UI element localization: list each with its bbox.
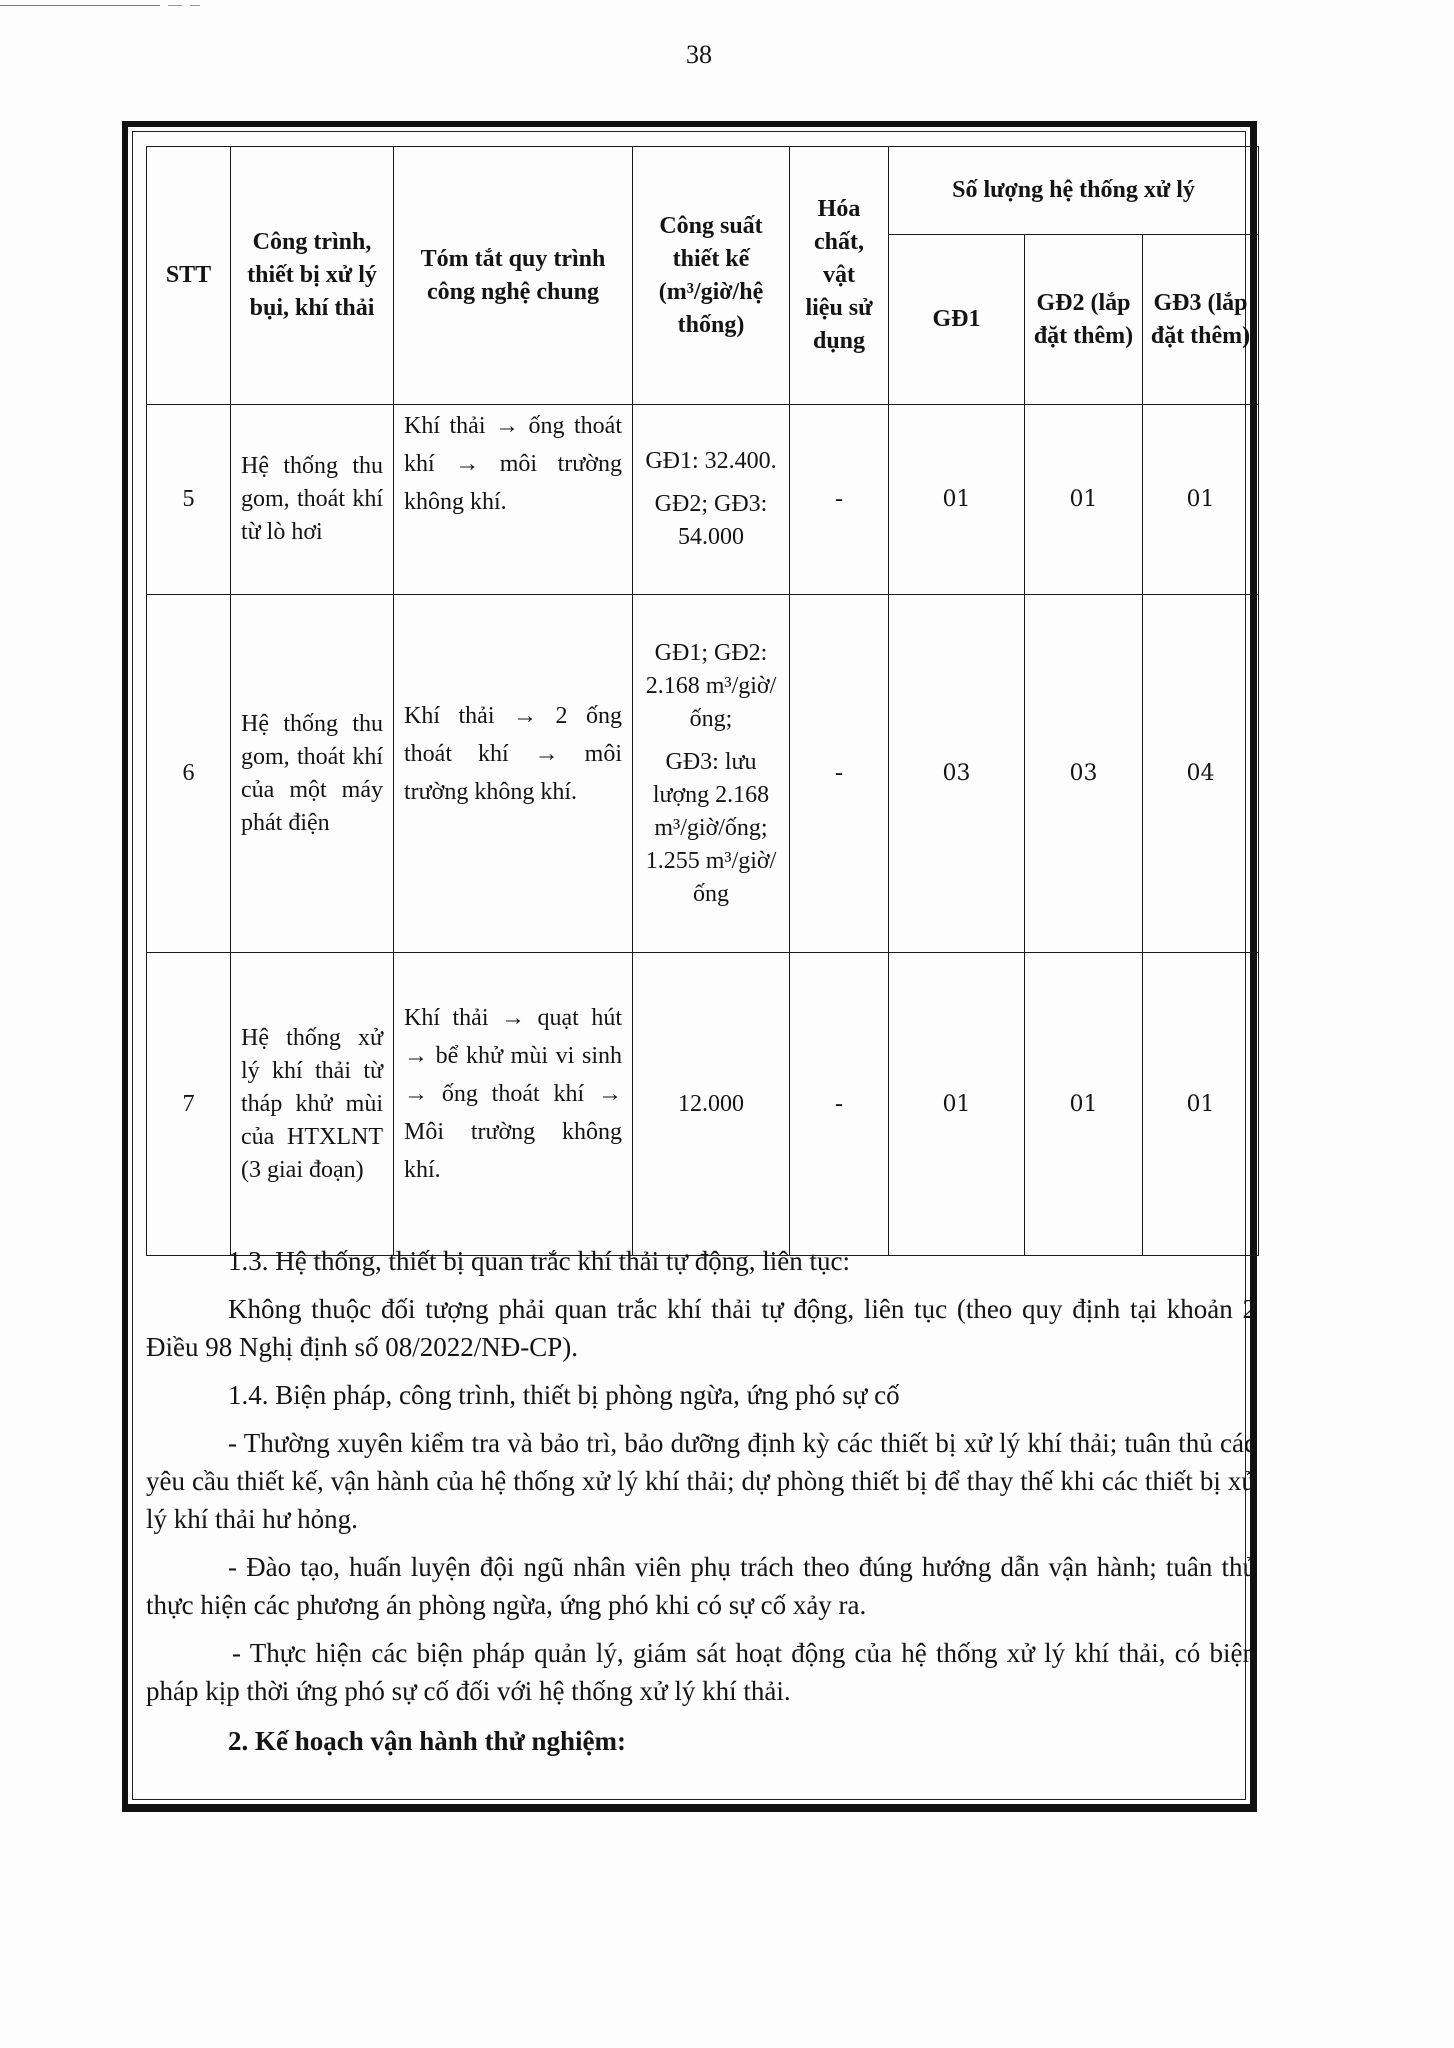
table-row xyxy=(147,595,1259,953)
cell-capacity xyxy=(633,595,790,953)
cell-chemicals: - xyxy=(790,405,889,595)
capacity-line: GĐ2; GĐ3: 54.000 xyxy=(654,491,768,550)
capacity-line: 12.000 xyxy=(678,1090,744,1117)
cell-gd1: 01 xyxy=(889,405,1025,595)
cell-stt: 5 xyxy=(147,405,231,595)
section-1-4-bullet: - Thực hiện các biện pháp quản lý, giám sát hoạt động của hệ thống xử lý khí thải, có biện pháp kịp thời ứng phó sự cố đối với hệ thống xử lý khí thải. xyxy=(146,1638,1256,1706)
section-1-4-heading: 1.4. Biện pháp, công trình, thiết bị phòng ngừa, ứng phó sự cố xyxy=(228,1380,900,1410)
cell-chemicals: - xyxy=(790,953,889,1256)
cell-gd2: 03 xyxy=(1025,595,1143,953)
cell-name-text: Hệ thống thu gom, thoát khí của một máy phát điện xyxy=(241,710,383,836)
section-1-4-bullet: - Đào tạo, huấn luyện đội ngũ nhân viên phụ trách theo đúng hướng dẫn vận hành; tuân thủ thực hiện các phương án phòng ngừa, ứng phó khi có sự cố xảy ra. xyxy=(146,1552,1256,1620)
table-row xyxy=(147,405,1259,595)
header-gd1: GĐ1 xyxy=(889,235,1025,405)
cell-gd1: 01 xyxy=(889,953,1025,1256)
capacity-line: GĐ3: lưu lượng 2.168 m³/giờ/ống; 1.255 m³/giờ/ống xyxy=(645,748,777,907)
header-count-group: Số lượng hệ thống xử lý xyxy=(889,147,1259,235)
cell-stt: 6 xyxy=(147,595,231,953)
cell-gd3: 01 xyxy=(1143,405,1259,595)
cell-name-text: Hệ thống xử lý khí thải từ tháp khử mùi của HTXLNT (3 giai đoạn) xyxy=(241,1024,383,1183)
capacity-line: GĐ1: 32.400. xyxy=(645,448,777,474)
cell-chemicals: - xyxy=(790,595,889,953)
cell-process: Khí thải → ống thoát khí → môi trường không khí. xyxy=(394,405,633,595)
cell-gd2: 01 xyxy=(1025,405,1143,595)
emission-treatment-table xyxy=(146,146,1259,1256)
cell-capacity xyxy=(633,953,790,1256)
cell-stt: 7 xyxy=(147,953,231,1256)
table-row xyxy=(147,953,1259,1256)
capacity-line: GĐ1; GĐ2: 2.168 m³/giờ/ống; xyxy=(645,639,777,732)
header-process: Tóm tắt quy trình công nghệ chung xyxy=(394,147,633,405)
cell-capacity xyxy=(633,405,790,595)
cell-gd2: 01 xyxy=(1025,953,1143,1256)
cell-name-text: Hệ thống thu gom, thoát khí từ lò hơi xyxy=(241,453,383,545)
cell-gd1: 03 xyxy=(889,595,1025,953)
section-1-3-body: Không thuộc đối tượng phải quan trắc khí thải tự động, liên tục (theo quy định tại khoản 2 Điều 98 Nghị định số 08/2022/NĐ-CP). xyxy=(146,1294,1256,1362)
cell-process: Khí thải → quạt hút → bể khử mùi vi sinh → ống thoát khí → Môi trường không khí. xyxy=(394,953,633,1256)
scan-artifact-dash xyxy=(190,5,200,6)
section-2-heading: 2. Kế hoạch vận hành thử nghiệm: xyxy=(228,1726,627,1756)
header-capacity: Công suất thiết kế (m³/giờ/hệ thống) xyxy=(633,147,790,405)
cell-process: Khí thải → 2 ống thoát khí → môi trường không khí. xyxy=(394,595,633,953)
cell-gd3: 04 xyxy=(1143,595,1259,953)
cell-gd3: 01 xyxy=(1143,953,1259,1256)
header-chemicals: Hóa chất, vật liệu sử dụng xyxy=(790,147,889,405)
section-body xyxy=(146,1242,1256,1760)
scan-artifact-line xyxy=(0,5,160,6)
header-gd2: GĐ2 (lắp đặt thêm) xyxy=(1025,235,1143,405)
section-1-3-heading: 1.3. Hệ thống, thiết bị quan trắc khí thải tự động, liên tục: xyxy=(228,1246,851,1276)
page-number: 38 xyxy=(686,40,712,69)
cell-name xyxy=(231,405,394,595)
section-1-4-bullet: - Thường xuyên kiểm tra và bảo trì, bảo dưỡng định kỳ các thiết bị xử lý khí thải; tuân thủ các yêu cầu thiết kế, vận hành của hệ thống xử lý khí thải; dự phòng thiết bị để thay thế khi các thiết bị xử lý khí thải hư hỏng. xyxy=(146,1428,1256,1534)
header-stt: STT xyxy=(147,147,231,405)
header-gd3: GĐ3 (lắp đặt thêm) xyxy=(1143,235,1259,405)
scan-artifact-dash xyxy=(168,5,182,6)
header-name: Công trình, thiết bị xử lý bụi, khí thải xyxy=(231,147,394,405)
cell-name xyxy=(231,953,394,1256)
cell-name xyxy=(231,595,394,953)
